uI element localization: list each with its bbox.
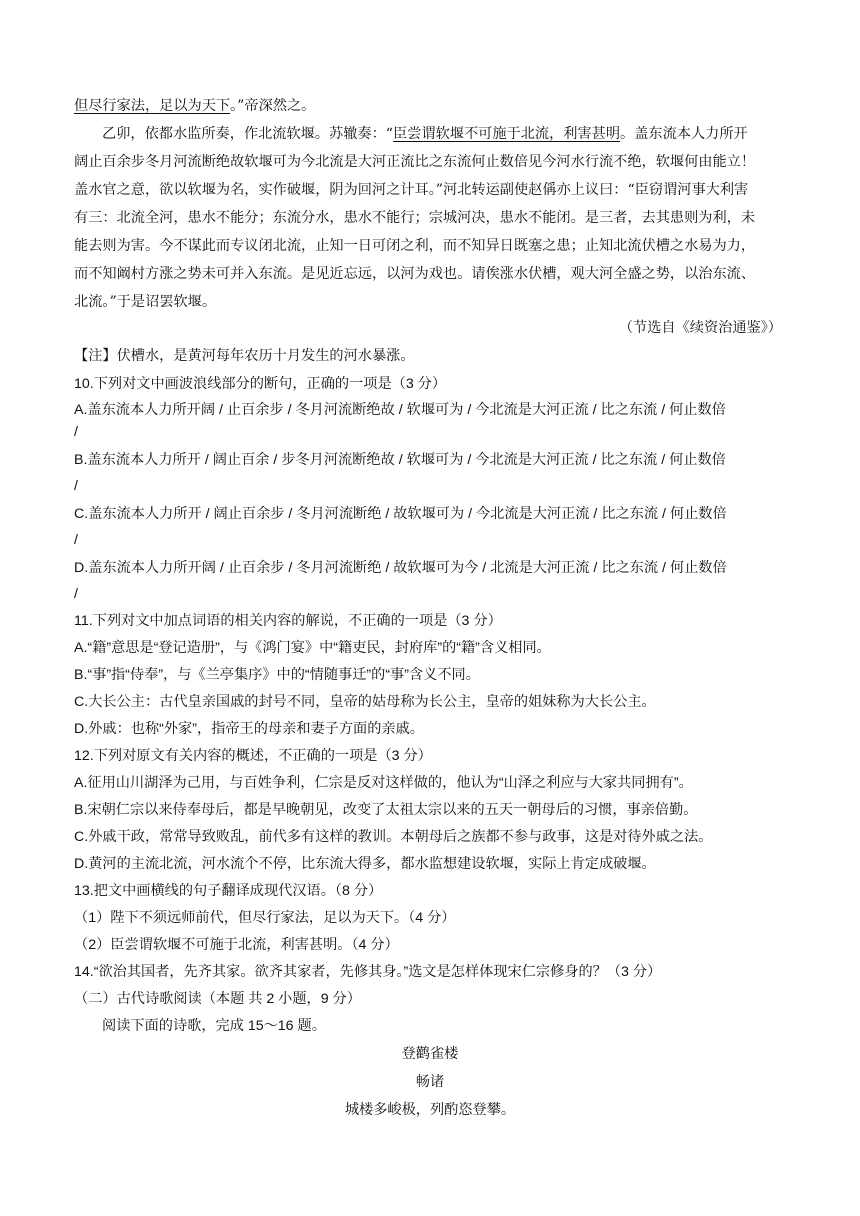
passage-line-5: 有三：北流全河，患水不能分；东流分水，患水不能行；宗城河决，患水不能闭。是三者，去其患则为利，未: [74, 210, 756, 226]
question-10-option-c-wrap: /: [74, 532, 78, 548]
underlined-sentence-2: 臣尝谓软堰不可施于北流，利害甚明: [393, 126, 621, 142]
question-13-sentence-2: （2）臣尝谓软堰不可施于北流，利害甚明。（4 分）: [74, 937, 399, 953]
passage-line-2: 乙卯，依都水监所奏，作北流软堰。苏辙奏：“臣尝谓软堰不可施于北流，利害甚明。盖东流本人力所开: [102, 126, 748, 142]
annotation-note: 【注】伏槽水，是黄河每年农历十月发生的河水暴涨。: [74, 348, 415, 364]
passage-line-7: 而不知阚村方涨之势未可并入东流。是见近忘远，以河为戏也。请俟涨水伏槽，观大河全盛之势，以治东流、: [74, 266, 756, 282]
underlined-sentence-1: 但尽行家法，足以为天下: [74, 98, 231, 114]
question-10-option-b: B.盖东流本人力所开 / 阔止百余 / 步冬月河流断绝故 / 软堰可为 / 今北流是大河正流 / 比之东流 / 何止数倍: [74, 452, 726, 468]
question-11-option-b: B.“事”指“侍奉”，与《兰亭集序》中的“情随事迁”的“事”含义不同。: [74, 667, 480, 683]
poem-line-1: 城楼多峻极，列酌恣登攀。: [344, 1102, 516, 1118]
question-10-option-c: C.盖东流本人力所开 / 阔止百余步 / 冬月河流断绝 / 故软堰可为 / 今北流是大河正流 / 比之东流 / 何止数倍: [74, 506, 727, 522]
question-12-option-c: C.外戚干政，常常导致败乱，前代多有这样的教训。本朝母后之族都不参与政事，这是对待外戚之法。: [74, 829, 713, 845]
question-11-stem: 11.下列对文中加点词语的相关内容的解说，不正确的一项是（3 分）: [74, 613, 502, 629]
question-12-option-d: D.黄河的主流北流，河水流个不停，比东流大得多，都水监想建设软堰，实际上肯定成破堰。: [74, 856, 656, 872]
question-11-option-d: D.外戚：也称“外家”，指帝王的母亲和妻子方面的亲戚。: [74, 721, 424, 737]
passage-line-3: 阔止百余步冬月河流断绝故软堰可为今北流是大河正流比之东流何止数倍见今河水行流不绝，软堰何由能立！: [74, 154, 756, 170]
question-11-option-c: C.大长公主：古代皇亲国戚的封号不同，皇帝的姑母称为长公主，皇帝的姐妹称为大长公主。: [74, 694, 656, 710]
question-12-option-a: A.征用山川湖泽为己用，与百姓争利，仁宗是反对这样做的，他认为“山泽之利应与大家共同拥有”。: [74, 775, 693, 791]
question-11-option-a: A.“籍”意思是“登记造册”，与《鸿门宴》中“籍吏民，封府库”的“籍”含义相同。: [74, 640, 551, 656]
question-10-option-a-wrap: /: [74, 424, 78, 440]
question-14-stem: 14.“欲治其国者，先齐其家。欲齐其家者，先修其身。”选文是怎样体现宋仁宗修身的？（3 分）: [74, 964, 662, 980]
question-10-option-d: D.盖东流本人力所开阔 / 止百余步 / 冬月河流断绝 / 故软堰可为今 / 北流是大河正流 / 比之东流 / 何止数倍: [74, 560, 727, 576]
question-12-option-b: B.宋朝仁宗以来侍奉母后，都是早晚朝见，改变了太祖太宗以来的五天一朝母后的习惯，事亲倍勤。: [74, 802, 698, 818]
poem-title: 登鹳雀楼: [401, 1046, 459, 1062]
passage-line-8: 北流。”于是诏罢软堰。: [74, 294, 217, 310]
question-10-option-a: A.盖东流本人力所开阔 / 止百余步 / 冬月河流断绝故 / 软堰可为 / 今北流是大河正流 / 比之东流 / 何止数倍: [74, 402, 726, 418]
source-citation: （节选自《续资治通鉴》）: [618, 320, 782, 336]
passage-line-4: 盖水官之意，欲以软堰为名，实作破堰，阴为回河之计耳。”河北转运副使赵偁亦上议曰：“臣窃谓河事大利害: [74, 182, 749, 198]
section-2-title: （二）古代诗歌阅读（本题 共 2 小题，9 分）: [74, 991, 361, 1007]
passage-line-6: 能去则为害。今不谋此而专议闭北流，止知一日可闭之利，而不知异日既塞之患；止知北流伏槽之水易为力，: [74, 238, 756, 254]
question-10-option-b-wrap: /: [74, 478, 78, 494]
passage-line-1: 但尽行家法，足以为天下。”帝深然之。: [74, 98, 316, 114]
question-12-stem: 12.下列对原文有关内容的概述，不正确的一项是（3 分）: [74, 748, 432, 764]
section-2-instruction: 阅读下面的诗歌，完成 15～16 题。: [102, 1018, 326, 1034]
question-10-stem: 10.下列对文中画波浪线部分的断句，正确的一项是（3 分）: [74, 376, 447, 392]
question-10-option-d-wrap: /: [74, 586, 78, 602]
question-13-sentence-1: （1）陛下不须远师前代，但尽行家法，足以为天下。（4 分）: [74, 910, 456, 926]
question-13-stem: 13.把文中画横线的句子翻译成现代汉语。（8 分）: [74, 883, 383, 899]
poem-author: 畅诸: [415, 1074, 445, 1090]
